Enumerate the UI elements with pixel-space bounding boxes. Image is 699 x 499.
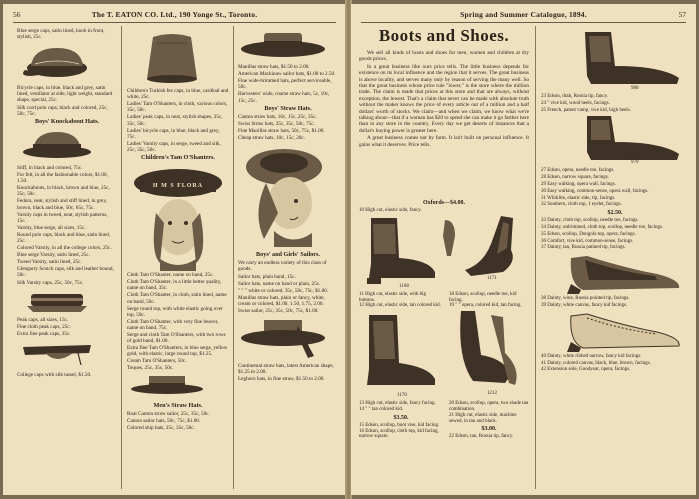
list-item: Cheap straw hats, 10c, 15c, 20c. xyxy=(238,135,305,142)
list-item: Ladies' Varsity caps, in serge, tweed and silk, 25c, 35c, 50c. xyxy=(127,140,221,153)
shoe-caption: 14 " " tan colored kid. xyxy=(359,406,404,412)
intro-paragraph: We sell all kinds of boots and shoes for men, women and children at dry goods prices. xyxy=(359,50,529,63)
girl-in-sailor-hat-illustration xyxy=(238,143,334,247)
shoe-caption: 25 French, patent vamp, vice kid, high heels. xyxy=(541,107,631,113)
list-item: Sailor hats, plain band, 15c. xyxy=(238,273,296,280)
right-header-title: Spring and Summer Catalogue, 1894. xyxy=(460,10,587,19)
shoe-caption: 28 Edson, narrow square, facings. xyxy=(541,175,609,181)
list-item: Cream Tam O'Shanters, 50c. xyxy=(127,358,187,365)
peak-cap-illustration xyxy=(17,288,97,314)
list-item: Ladies' Tam O'Shanters, in cloth, various colors, 35c, 50c. xyxy=(127,101,228,114)
shoe-caption: 34 Dainty, unlrimmed, cloth top, scollop, needle toe, facings. xyxy=(541,225,664,231)
shoe-section-left xyxy=(359,198,529,440)
list-item: Sailor hats, name on band or plain, 25c. xyxy=(238,280,321,287)
list-item: Children's Turkish fez caps, in blue, cardinal and white, 25c. xyxy=(127,88,229,101)
figure-number: 1168 xyxy=(399,283,409,289)
list-item: Cloth Tam O'Shanter, name on band, 25c. xyxy=(127,272,214,279)
caption-group xyxy=(359,401,443,440)
shoe-caption: 27 Edson, opera, needle toe, facings. xyxy=(541,168,615,174)
section-heading: Boys' Knockabout Hats. xyxy=(34,117,100,125)
boot-980-illustration xyxy=(577,30,683,86)
low-shoe-illustration xyxy=(565,254,683,294)
shoe-caption: 33 Dainty, cloth top, scollop, needle toe, facings. xyxy=(541,218,639,224)
boot-1168-illustration xyxy=(359,214,439,286)
continental-straw-hat-illustration xyxy=(238,316,328,360)
shoe-caption: 29 Easy walking, opera wall, facings. xyxy=(541,181,616,187)
shoe-caption: 10 High cut, elastic side, fancy. xyxy=(359,208,422,213)
list-item: Knockabouts, in black, brown and blue, 25c, 35c, 50c. xyxy=(17,185,110,198)
shoe-row-2 xyxy=(359,309,529,401)
list-item: Peak caps, all sizes, 15c. xyxy=(17,316,69,323)
section-heading: Children's Tam O'Shanters. xyxy=(141,154,215,162)
hat-band-text: H M S FLORA xyxy=(152,183,204,190)
list-item: Manillas straw hats, plain or fancy, white, cream or colored, $1.00, 1.50, 1.75, 2.00. xyxy=(238,294,325,307)
list-item: Silk Varsity caps, 25c, 50c, 75c. xyxy=(17,279,84,286)
price-heading: $3.50. xyxy=(393,414,409,421)
right-page xyxy=(351,4,696,495)
shoe-caption: 37 Dainty, tan, Russia patined tip, facings. xyxy=(541,245,626,251)
list-item: Extra fine peak caps, 35c. xyxy=(17,330,71,337)
straw-boater-illustration xyxy=(127,374,207,398)
list-item: Serge round top, with white elastic going over top, 50c. xyxy=(127,305,223,318)
left-col-2 xyxy=(127,28,229,489)
shoe-caption: 40 Dainty, white ribbed narrow, fancy kid facings. xyxy=(541,353,642,359)
boot-979-illustration xyxy=(577,114,683,162)
list-item: Leghorn hats, in fine straw, $1.50 to 2.00. xyxy=(238,376,325,383)
knockabout-hat-illustration xyxy=(17,128,97,162)
section-heading: Men's Straw Hats. xyxy=(153,401,203,409)
list-item: Varsity, blue serge, all sizes, 15c. xyxy=(17,224,86,231)
price-heading: Oxfords—$4.00. xyxy=(423,200,465,206)
left-page-number: 56 xyxy=(13,10,21,19)
right-page-number: 57 xyxy=(678,10,686,19)
college-cap-illustration xyxy=(17,339,97,369)
list-item: Ladies' bicycle caps, in blue, black and grey, 75c. xyxy=(127,127,220,140)
list-item: Cloth Tam O'Shanter, in a little better quality, name on band, 35c. xyxy=(127,279,222,292)
list-item: Harvesters' wide, coarse straw hats, 5c, 10c, 15c, 25c. xyxy=(238,91,330,104)
shoe-figure xyxy=(541,252,689,296)
girl-in-tam-illustration xyxy=(130,163,226,271)
shoe-caption: 39 Dainty, white canvas, fancy kid facings. xyxy=(541,303,628,309)
shoe-caption: 21 High cut, elastic side, machine sewed, in tan and black. xyxy=(449,412,517,424)
shoe-caption: 16 Edson, scollop, cloth top, kid facing, narrow square. xyxy=(359,428,439,440)
price-heading: $3.00. xyxy=(481,426,497,433)
left-page xyxy=(3,4,346,495)
figure-number: 1170 xyxy=(397,393,407,399)
shoe-caption: 20 Edson, scollop, opera, two shade tan combination. xyxy=(449,401,529,412)
list-item: Toques, 25c, 35c, 50c. xyxy=(127,365,174,372)
shoe-1171-illustration xyxy=(463,214,529,278)
left-header xyxy=(13,10,336,23)
list-item: Boat Canton straw sailor, 25c, 35c, 50c. xyxy=(127,410,210,417)
shoe-figure xyxy=(541,28,689,94)
shoe-caption: 15 Edson, scollop, boot vise, kid facing. xyxy=(359,422,440,428)
shoe-caption: 13 High cut, elastic side, fancy facing. xyxy=(359,401,436,407)
list-item: Cloth Tam O'Shanter, in cloth, satin lined, name on band, 50c. xyxy=(127,292,227,305)
list-item: Varsity caps in tweed, neat, stylish patterns, 15c. xyxy=(17,211,108,224)
list-item: Manillas straw hats, $1.50 to 2.00. xyxy=(238,64,310,71)
shoe-caption: 22 Edson, tan, Russia tip, fancy. xyxy=(449,434,514,440)
shoe-caption: 30 Easy walking, common-sense, opera wall, facings. xyxy=(541,188,649,194)
column-divider xyxy=(535,26,536,489)
shoe-caption: 18 Edson, scollop, needle toe, kid facing. xyxy=(449,291,517,303)
page-title: Boots and Shoes. xyxy=(378,26,510,45)
shoe-figure xyxy=(541,310,689,354)
list-item: Round polo caps, black and blue, satin lined, 25c. xyxy=(17,231,111,244)
right-header xyxy=(361,10,686,23)
list-item: Tweed Varsity, satin lined, 25c. xyxy=(17,259,82,266)
list-item: Bicycle caps, in blue, black and grey, satin lined, ventilator at side, light weight, standard shape, special, 25c. xyxy=(17,85,113,104)
shoe-caption: 36 Comfort, vice kid, common-sense, facings. xyxy=(541,238,634,244)
left-header-title: The T. EATON CO. Ltd., 190 Yonge St., Toronto. xyxy=(91,10,258,19)
boot-sole-illustration xyxy=(441,218,459,258)
list-item: We carry an endless variety of this class of goods. xyxy=(238,260,327,273)
shoe-caption: 12 High cut, elastic side, tan colored kid. xyxy=(359,303,441,309)
list-item: Colored ship hats, 25c, 35c, 50c. xyxy=(127,424,195,431)
list-item: Swiss Straw hats, 25c, 35c, 50c, 75c. xyxy=(238,120,315,127)
column-divider xyxy=(121,26,122,489)
list-item: Glengarry Scotch caps, silk and leather bound, 50c. xyxy=(17,266,114,279)
shoe-caption: 19 " " opera, colored kid, tan facing. xyxy=(449,303,522,309)
list-item: Extra fine Tam O'Shanters, in blue serge, yellow gold, with elastic, large round top, $1.25. xyxy=(127,345,228,358)
list-item: Colored Varsity, in all the college colors, 25c. xyxy=(17,245,112,252)
caption-row xyxy=(359,401,529,440)
list-item: Serge and cloth Tam O'Shanters, with two rows of gold band, $1.00. xyxy=(127,331,226,345)
list-item: Ladies' peak caps, in neat, stylish shapes, 25c, 35c, 50c. xyxy=(127,114,223,127)
intro-paragraph: A great business comes not by farm. It isn't built on personal influence. It gains what it deserves. Price tells. xyxy=(359,135,529,148)
list-item: College caps with silk tassel, $1.50. xyxy=(17,372,92,379)
shoe-section-right xyxy=(541,28,689,489)
intro-paragraph: In a great business like ours price tells. The little business depends for existence on its local influence and the region that it serves. The great business is above locality, and serves many only by reason of serving the many well. So that the great business whose price rule "lower," is the store where the million trade. The claim is made that prices at this store and that are always, without exception, the lowest. That's a claim that never can be made with absolute truth without the maker knows the price of every article out of a million and a half dollars' worth of stocks. We claim—and when we claim, we know what we're talking about—that if a woman has $20 to spend she can make it go farther here than in any store in the country. Every day we get deserts of instances that a dollar's buying power is greater here. xyxy=(359,63,529,134)
section-heading: Boys' and Girls' Sailors. xyxy=(256,251,320,259)
section-heading: Boys' Straw Hats. xyxy=(264,104,312,112)
list-item: Fur felt, in all the fashionable colors, $1.00, 1.50. xyxy=(17,172,108,185)
caption-group xyxy=(359,292,443,309)
price-heading: $2.50. xyxy=(607,210,623,217)
shoe-caption: 11 High cut, elastic side, with big buttons. xyxy=(359,291,427,303)
figure-number: 980 xyxy=(631,86,639,91)
list-item: Continental straw hats, latest American shape, $1.25 to 2.00. xyxy=(238,363,334,376)
left-col-1 xyxy=(17,28,117,489)
shoe-1212-illustration xyxy=(455,309,529,389)
manilla-straw-hat-illustration xyxy=(238,29,328,61)
list-item: Fine cloth peak caps, 25c. xyxy=(17,323,71,330)
list-item: Cloth Tam O'Shanter, with very fine beaver, name on band, 75c. xyxy=(127,318,219,331)
list-item: Swiss sailor, 25c, 35c, 50c, 75c, $1.00. xyxy=(238,307,319,314)
turkish-fez-illustration xyxy=(127,29,217,85)
list-item: Canton straw hats, 10c, 15c, 25c, 35c. xyxy=(238,113,317,120)
list-item: American Mackinaw sailor hats, $1.00 to 2.50. xyxy=(238,71,336,78)
shoe-caption: 38 Dainty, wine, Russia pointed tip, facings. xyxy=(541,296,630,302)
figure-number: 1212 xyxy=(487,391,497,397)
shoe-caption: 23 Edson, drab, Russia tip, fancy. xyxy=(541,94,609,99)
shoe-caption: 35 Edson, scollop, Dongola top, opera, facings. xyxy=(541,231,636,237)
shoe-caption: 24 " vice kid, wood heels, facings. xyxy=(541,100,610,106)
shoe-caption: 41 Dainty, colored canvas, black, blue, brown, facings. xyxy=(541,360,651,366)
list-item: Fine Manillas straw hats, 50c, 75c, $1.00. xyxy=(238,127,325,134)
figure-number: 1171 xyxy=(487,275,497,281)
shoe-caption: 42 Extension sole, Goodyear, opera, facings. xyxy=(541,367,631,373)
list-item: Fine wide-brimmed hats, perfect serviceable, 50c. xyxy=(238,78,332,91)
list-item: Stiff, in black and colored, 75c. xyxy=(17,164,83,171)
caption-group xyxy=(449,292,529,309)
caption-group xyxy=(449,401,529,440)
shoe-row-1 xyxy=(359,214,529,292)
list-item: " " " white or colored, 35c, 50c, 75c, $1.00. xyxy=(238,287,329,294)
list-item: Blue serge caps, satin lined, knob in front, stylish, 25c. xyxy=(17,28,105,41)
intro-text xyxy=(359,50,529,149)
list-item: Silk cord polo caps, black and colored, 25c, 50c, 75c. xyxy=(17,104,108,117)
column-divider xyxy=(233,26,234,489)
caption-row xyxy=(359,292,529,309)
shoe-caption: 32 Southern, cloth top, 1 eyelet, facings. xyxy=(541,202,622,208)
figure-number: 979 xyxy=(631,160,639,166)
bicycle-cap-illustration xyxy=(17,42,97,82)
canvas-shoe-illustration xyxy=(565,312,683,352)
shoe-figure xyxy=(541,114,689,168)
list-item: Fedora, neat, stylish and stiff lined, in grey, brown, black and blue, 50c, 65c, 75c. xyxy=(17,198,107,211)
list-item: Blue serge Varsity, satin lined, 25c. xyxy=(17,252,90,259)
shoe-caption: 31 Whitilite, elastic side, tip, facings. xyxy=(541,195,616,201)
left-col-3 xyxy=(238,28,338,489)
boot-1170-illustration xyxy=(359,313,439,393)
list-item: Canton sailor hats, 50c, 75c, $1.00. xyxy=(127,417,201,424)
